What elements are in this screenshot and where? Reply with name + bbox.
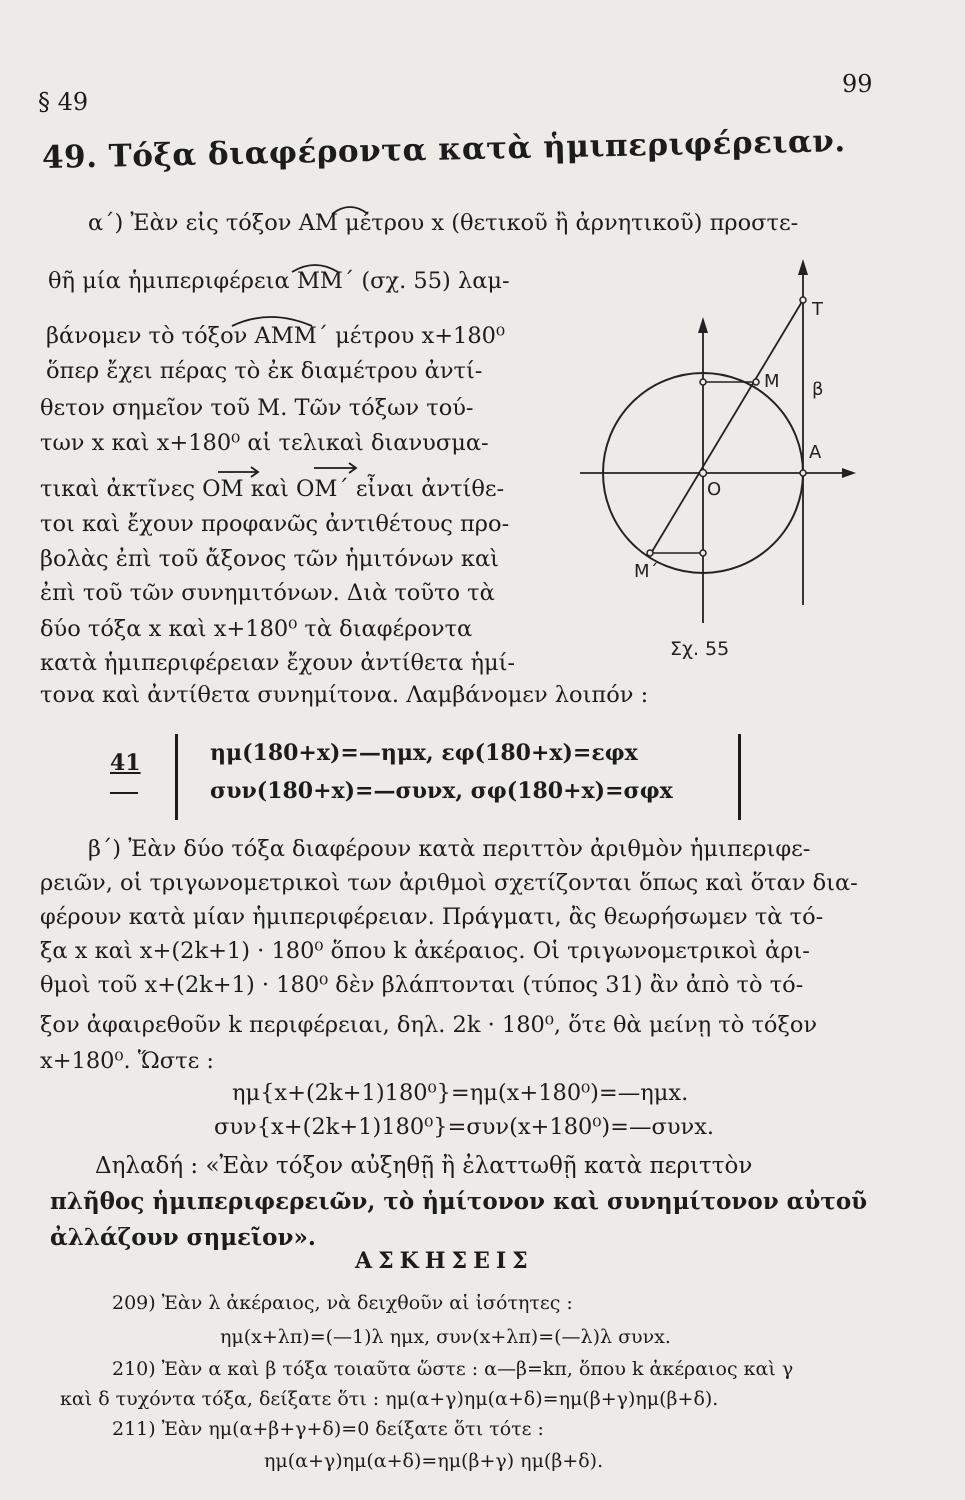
label-beta: β <box>812 379 824 400</box>
section-marker: § 49 <box>38 88 89 116</box>
label-a: A <box>809 442 822 463</box>
formula-line-1: ημ(180+x)=—ημx, εφ(180+x)=εφx <box>210 740 638 766</box>
vector-arrow-om <box>218 467 258 477</box>
diameter-line <box>650 300 803 555</box>
section-title: 49. Τόξα διαφέροντα κατὰ ἡμιπεριφέρειαν. <box>41 123 846 176</box>
point-m <box>753 379 759 385</box>
figure-caption: Σχ. 55 <box>670 638 730 660</box>
exercise-line: καὶ δ τυχόντα τόξα, δείξατε ὅτι : ημ(α+γ)ημ(α+δ)=ημ(β+γ)ημ(β+δ). <box>60 1388 719 1410</box>
part-b-line: φέρουν κατὰ μίαν ἡμιπεριφέρειαν. Πράγματι, ἂς θεωρήσωμεν τὰ τό- <box>40 904 824 930</box>
exercise-line: 209) Ἐὰν λ ἀκέραιος, νὰ δειχθοῦν αἱ ἰσότητες : <box>112 1292 573 1314</box>
formula-box <box>175 734 741 820</box>
part-a-line: βολὰς ἐπὶ τοῦ ἄξονος τῶν ἡμιτόνων καὶ <box>40 546 500 572</box>
formula-line-2: συν(180+x)=—συνx, σφ(180+x)=σφx <box>210 778 673 804</box>
label-m: M <box>764 371 780 392</box>
exercise-line: ημ(α+γ)ημ(α+δ)=ημ(β+γ) ημ(β+δ). <box>264 1450 604 1472</box>
point-m-prime-proj <box>700 550 706 556</box>
point-t <box>800 297 806 303</box>
sine-axis-arrow <box>698 317 708 333</box>
point-m-prime <box>647 550 653 556</box>
part-b-line: ξον ἀφαιρεθοῦν k περιφέρειαι, δηλ. 2k · 180⁰, ὅτε θὰ μείνῃ τὸ τόξον <box>40 1012 818 1038</box>
part-a-line: α΄) Ἐὰν εἰς τόξον ΑΜ μέτρου x (θετικοῦ ἢ ἀρνητικοῦ) προστε- <box>88 210 799 236</box>
part-b-line: ρειῶν, οἱ τριγωνομετρικοὶ των ἀριθμοὶ σχετίζονται ὅπως καὶ ὅταν δια- <box>40 870 858 896</box>
conclusion-line: Δηλαδή : «Ἐὰν τόξον αὐξηθῇ ἢ ἐλαττωθῇ κατὰ περιττὸν <box>95 1153 753 1179</box>
arc-mark-mm <box>292 265 338 272</box>
exercises-heading: ΑΣΚΗΣΕΙΣ <box>355 1248 534 1274</box>
point-o <box>700 470 707 477</box>
part-a-line: θετον σημεῖον τοῦ Μ. Τῶν τόξων τού- <box>40 395 474 421</box>
part-a-line: τονα καὶ ἀντίθετα συνημίτονα. Λαμβάνομεν λοιπόν : <box>40 682 649 708</box>
part-a-line: δύο τόξα x καὶ x+180⁰ τὰ διαφέροντα <box>40 616 473 642</box>
part-b-line: x+180⁰. Ὥστε : <box>40 1048 214 1074</box>
part-a-line: κατὰ ἡμιπεριφέρειαν ἔχουν ἀντίθετα ἡμί- <box>40 650 516 676</box>
arc-mark-am <box>332 207 368 214</box>
part-b-line: β΄) Ἐὰν δύο τόξα διαφέρουν κατὰ περιττὸν ἀριθμὸν ἡμιπεριφε- <box>88 836 811 862</box>
part-b-line: θμοὶ τοῦ x+(2k+1) · 180⁰ δὲν βλάπτονται (τύπος 31) ἂν ἀπὸ τὸ τό- <box>40 972 804 998</box>
vector-arrow-om-prime <box>314 463 356 473</box>
label-m-prime: M΄ <box>634 561 659 582</box>
part-a-line: ἐπὶ τοῦ τῶν συνημιτόνων. Διὰ τοῦτο τὰ <box>40 580 495 606</box>
exercise-line: 210) Ἐὰν α καὶ β τόξα τοιαῦτα ὥστε : α—β=kπ, ὅπου k ἀκέραιος καὶ γ <box>112 1358 794 1380</box>
part-a-line: θῆ μία ἡμιπεριφέρεια ΜΜ΄ (σχ. 55) λαμ- <box>48 268 510 294</box>
arc-mark-amm <box>232 317 312 326</box>
part-a-line: τοι καὶ ἔχουν προφανῶς ἀντιθέτους προ- <box>40 511 510 537</box>
page-number: 99 <box>842 70 873 98</box>
formula-number: 41 <box>110 750 141 776</box>
exercise-line: 211) Ἐὰν ημ(α+β+γ+δ)=0 δείξατε ὅτι τότε : <box>112 1418 544 1440</box>
conclusion-line: ἀλλάζουν σημεῖον». <box>50 1224 316 1251</box>
formula-number-rule <box>110 792 138 794</box>
equation-line: ημ{x+(2k+1)180⁰}=ημ(x+180⁰)=—ημx. <box>232 1080 689 1106</box>
cosine-axis-arrow <box>842 468 856 478</box>
figure-55 <box>570 255 890 675</box>
point-m-proj <box>700 379 706 385</box>
label-t: T <box>812 299 823 320</box>
equation-line: συν{x+(2k+1)180⁰}=συν(x+180⁰)=—συνx. <box>214 1114 715 1140</box>
part-b-line: ξα x καὶ x+(2k+1) · 180⁰ ὅπου k ἀκέραιος. Οἱ τριγωνομετρικοὶ ἀρι- <box>40 938 810 964</box>
conclusion-line: πλῆθος ἡμιπεριφερειῶν, τὸ ἡμίτονον καὶ συνημίτονον αὐτοῦ <box>50 1188 868 1215</box>
exercise-line: ημ(x+λπ)=(—1)λ ημx, συν(x+λπ)=(—λ)λ συνx. <box>220 1326 671 1348</box>
part-a-line: ὅπερ ἔχει πέρας τὸ ἐκ διαμέτρου ἀντί- <box>46 358 483 384</box>
part-a-line: βάνομεν τὸ τόξον ΑΜΜ΄ μέτρου x+180⁰ <box>46 323 506 349</box>
tangent-axis-arrow <box>798 259 808 275</box>
point-a <box>800 470 806 476</box>
part-a-line: των x καὶ x+180⁰ αἱ τελικαὶ διανυσμα- <box>40 430 489 456</box>
part-a-line: τικαὶ ἀκτῖνες ΟΜ καὶ ΟΜ΄ εἶναι ἀντίθε- <box>40 476 505 502</box>
label-o: O <box>707 479 722 500</box>
